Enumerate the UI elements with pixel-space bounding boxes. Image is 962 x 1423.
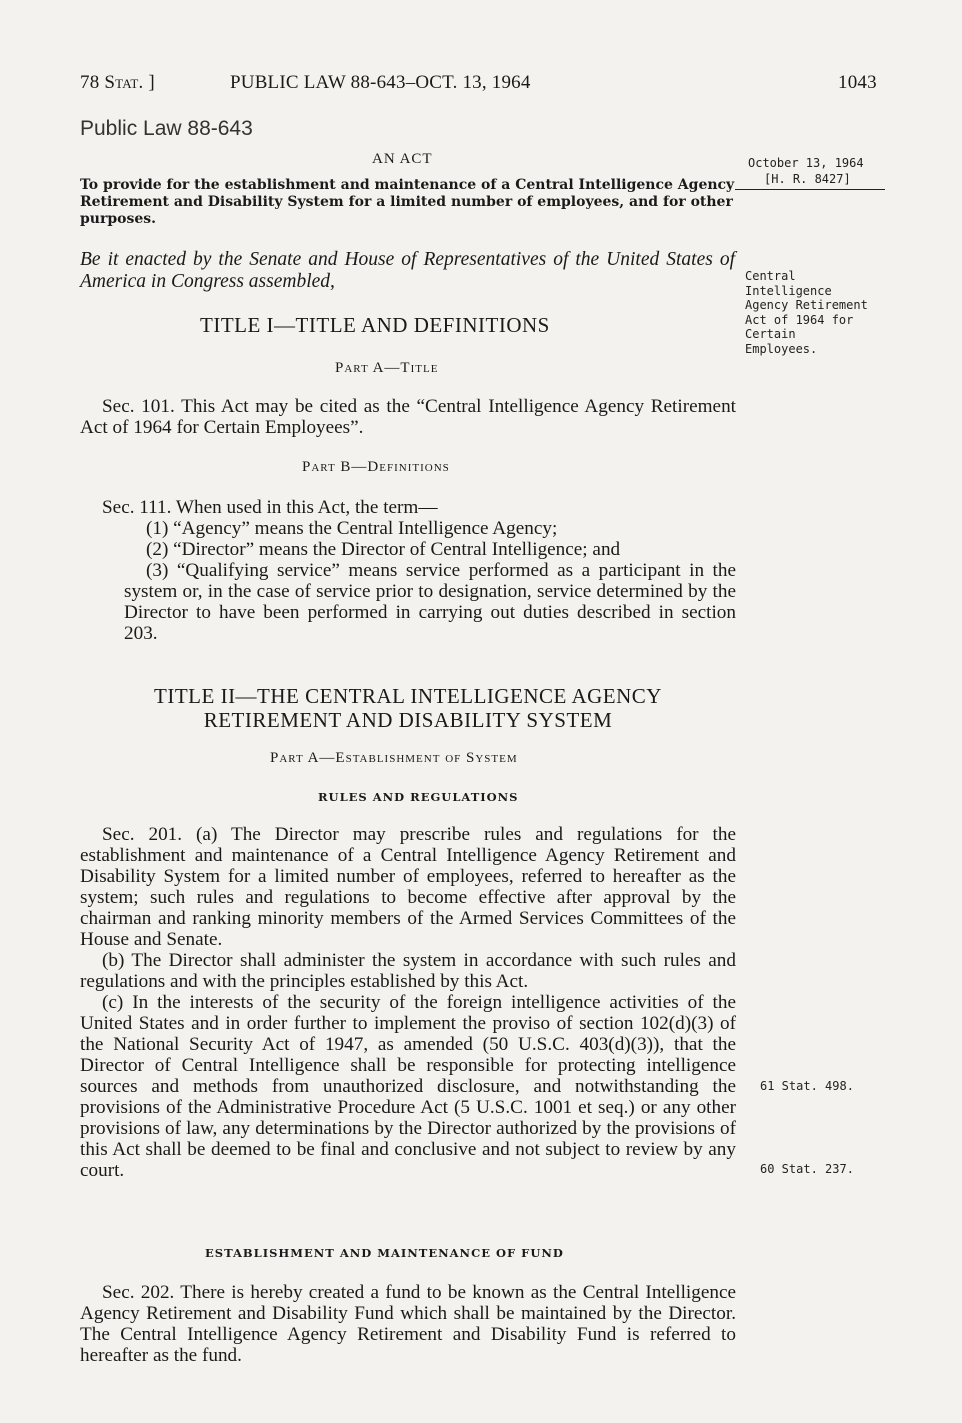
public-law-label: Public Law 88-643: [80, 117, 253, 140]
title-1-part-a: Part A—Title: [335, 360, 439, 376]
definition-3: (3) “Qualifying service” means service performed as a participant in the system or, in the case of service prior to designation, service determined by the Director to have been performed in carrying out duties described in section 203.: [124, 560, 736, 644]
definition-1: (1) “Agency” means the Central Intelligence Agency;: [146, 518, 558, 539]
act-heading: AN ACT: [372, 151, 433, 167]
margin-bill-number: [H. R. 8427]: [764, 172, 851, 186]
rules-regulations-heading: RULES AND REGULATIONS: [318, 790, 519, 804]
section-201c: (c) In the interests of the security of the foreign intelligence activities of the United States and in order further to implement the proviso of section 102(d)(3) of the National Security Act of 1947, as amended (50 U.S.C. 403(d)(3)), that the Director of Central Intelligence shall be responsible for protecting intelligence sources and methods from unauthorized disclosure, and notwithstanding the provisions of the Administrative Procedure Act (5 U.S.C. 1001 et seq.) or any other provisions of law, any determinations by the Director authorized by the provisions of this Act shall be deemed to be final and conclusive and not subject to review by any court.: [80, 992, 736, 1181]
margin-citation-60-stat: 60 Stat. 237.: [760, 1162, 854, 1176]
section-201b: (b) The Director shall administer the system in accordance with such rules and regulations and with the principles established by this Act.: [80, 950, 736, 992]
volume-citation: 78 Stat. ]: [80, 72, 155, 93]
title-2-part-a: Part A—Establishment of System: [270, 750, 518, 766]
fund-heading: ESTABLISHMENT AND MAINTENANCE OF FUND: [205, 1246, 564, 1260]
title-1-heading: TITLE I—TITLE AND DEFINITIONS: [200, 313, 550, 337]
section-201a: Sec. 201. (a) The Director may prescribe rules and regulations for the establishment and maintenance of a Central Intelligence Agency Retirement and Disability System for a limited number of employees, referred to hereafter as the system; such rules and regulations to become effective after approval by the chairman and ranking minority members of the Armed Services Committees of the House and Senate.: [80, 824, 736, 950]
section-101: [80, 396, 736, 438]
running-title: PUBLIC LAW 88-643–OCT. 13, 1964: [230, 72, 531, 93]
enacting-clause: Be it enacted by the Senate and House of Representatives of the United States of America in Congress assembled,: [80, 249, 735, 292]
margin-date: October 13, 1964: [748, 156, 864, 170]
margin-rule: [735, 189, 885, 190]
section-111: [80, 497, 736, 644]
title-2-heading-line-1: TITLE II—THE CENTRAL INTELLIGENCE AGENCY: [154, 684, 662, 708]
title-2-heading-line-2: RETIREMENT AND DISABILITY SYSTEM: [203, 708, 613, 732]
page-number: 1043: [838, 72, 877, 93]
title-2-heading: [80, 684, 736, 732]
title-1-part-b: Part B—Definitions: [302, 459, 450, 475]
act-purpose: To provide for the establishment and maintenance of a Central Intelligence Agency Retirement and Disability System for a limited number of employees, and for other purposes.: [80, 177, 735, 227]
margin-citation-61-stat: 61 Stat. 498.: [760, 1079, 854, 1093]
section-202-text: Sec. 202. There is hereby created a fund to be known as the Central Intelligence Agency Retirement and Disability Fund which shall be maintained by the Director. The Central Intelligence Agency Retirement and Disability Fund is referred to hereafter as the fund.: [80, 1282, 736, 1366]
section-201: [80, 824, 736, 1181]
section-202: [80, 1282, 736, 1366]
section-111-intro: Sec. 111. When used in this Act, the term—: [102, 497, 438, 518]
margin-short-title-note: Central Intelligence Agency Retirement Act of 1964 for Certain Employees.: [745, 269, 868, 356]
definition-2: (2) “Director” means the Director of Central Intelligence; and: [146, 539, 621, 560]
section-101-text: Sec. 101. This Act may be cited as the “Central Intelligence Agency Retirement Act of 1964 for Certain Employees”.: [80, 396, 736, 438]
